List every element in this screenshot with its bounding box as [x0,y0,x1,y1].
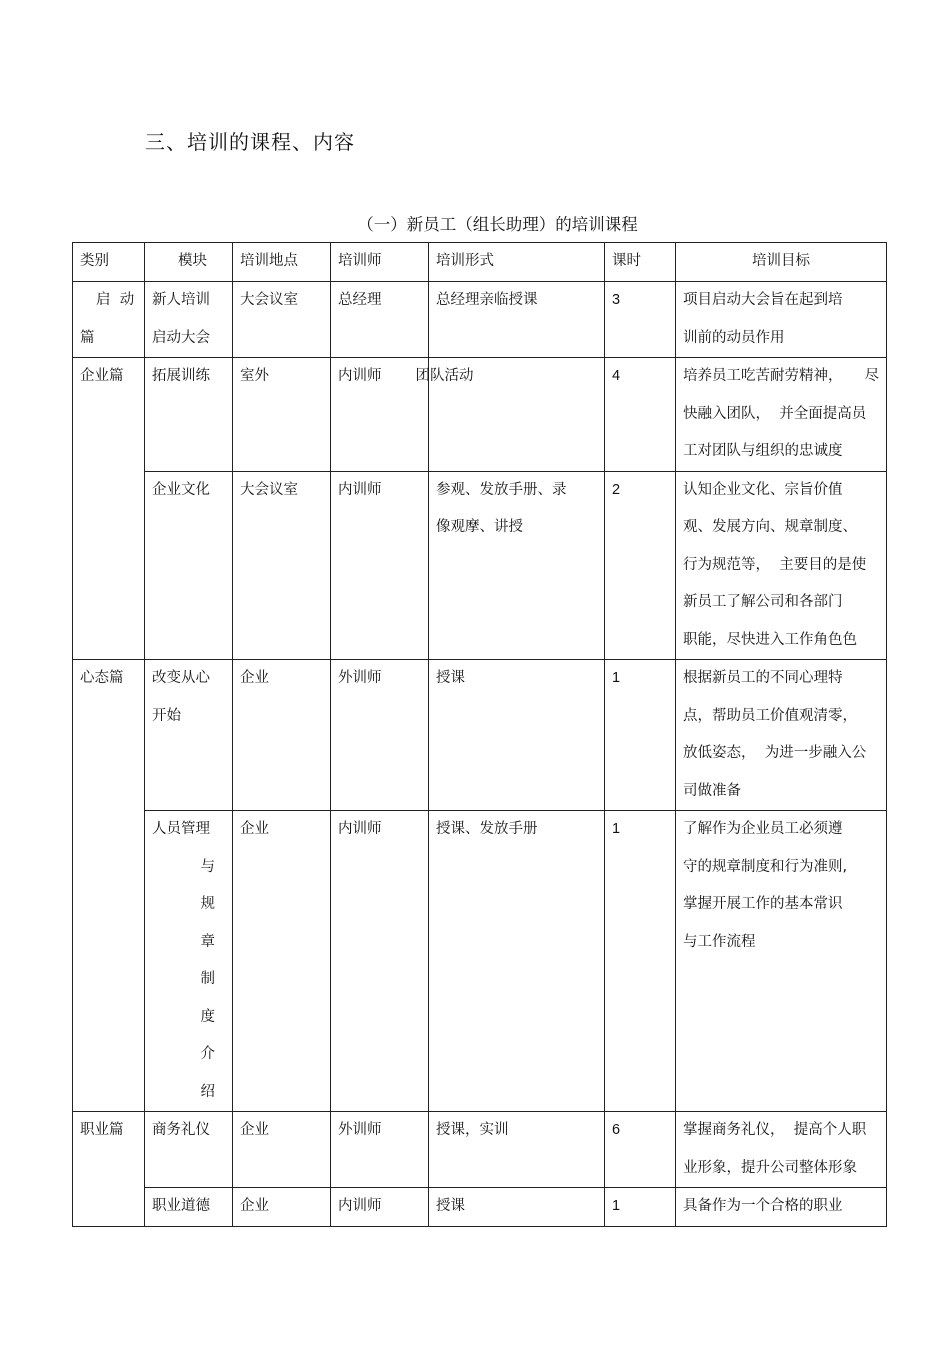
goal-text: 掌握商务礼仪， 提高个人职 [683,1122,867,1138]
hours-cell: 3 [605,282,676,358]
module-text: 职业道德 [152,1198,210,1214]
col-header-category: 类别 [73,243,145,282]
module-text: 新人培训 [152,292,210,308]
goal-text: 项目启动大会旨在起到培 [683,292,843,308]
module-text: 改变从心 [152,670,210,686]
goal-text: 根据新员工的不同心理特 [683,670,843,686]
trainer-text: 内训师 [338,368,382,384]
col-header-module: 模块 [145,243,233,282]
goal-text: 守的规章制度和行为准则, [683,858,848,875]
trainer-cell: 总经理 [331,282,429,358]
module-text: 度 [200,1008,215,1025]
module-text: 商务礼仪 [152,1122,210,1138]
hours-cell: 6 [605,1112,676,1188]
module-cell [145,1188,233,1227]
table-caption: （一）新员工（组长助理）的培训课程 [357,215,638,234]
hours-cell: 1 [605,1188,676,1227]
module-text: 启动大会 [152,329,210,346]
table-row [73,1112,887,1188]
module-text: 人员管理 [152,821,210,837]
form-text: 授课，实训 [436,1122,509,1138]
form-cell [429,282,605,358]
form-cell [429,1112,605,1188]
goal-text: 尽 [864,368,879,384]
goal-text: 行为规范等， 主要目的是使 [683,556,867,573]
category-cell: 心态篇 [73,660,145,1112]
module-text: 绍 [200,1083,215,1100]
module-text: 介 [200,1046,215,1062]
col-header-hours: 课时 [605,243,676,282]
col-header-form: 培训形式 [429,243,605,282]
category-cell: 职业篇 [73,1112,145,1227]
form-cell [429,811,605,1112]
table-header-row [73,243,887,282]
location-cell: 企业 [233,1112,331,1188]
module-cell [145,471,233,660]
goal-cell [676,471,887,660]
category-text: 动 [119,292,135,308]
goal-cell [676,282,887,358]
goal-text: 了解作为企业员工必须遵 [683,821,843,837]
goal-text: 培养员工吃苦耐劳精神， [683,368,843,384]
section-heading: 三、培训的课程、内容 [145,130,355,154]
goal-text: 观、发展方向、规章制度、 [683,519,857,535]
module-text: 企业文化 [152,481,210,498]
module-text: 章 [200,933,215,950]
goal-text: 职能，尽快进入工作角色色 [683,631,857,648]
form-text: 授课、发放手册 [436,821,538,837]
form-text: 授课 [436,670,465,686]
trainer-cell [331,358,474,472]
module-cell [145,282,233,358]
category-text: 篇 [80,329,95,346]
col-header-location: 培训地点 [233,243,331,282]
form-text: 参观、发放手册、录 [436,481,567,498]
location-cell: 企业 [233,660,331,811]
goal-text: 训前的动员作用 [683,329,785,346]
trainer-cell: 外训师 [331,1112,429,1188]
goal-text: 掌握开展工作的基本常识 [683,896,843,912]
goal-text: 快融入团队， 并全面提高员 [683,405,867,422]
trainer-cell: 内训师 [331,811,429,1112]
goal-text: 认知企业文化、宗旨价值 [683,481,843,498]
goal-text: 业形象，提升公司整体形象 [683,1159,857,1176]
goal-text: 工对团队与组织的忠诚度 [683,443,843,459]
table-row [73,811,887,1112]
module-text: 拓展训练 [152,368,210,384]
form-cell [429,471,605,660]
table-row [73,1188,887,1227]
hours-cell: 4 [605,358,676,472]
trainer-cell: 外训师 [331,660,429,811]
form-cell [429,660,605,811]
table-row [73,282,887,358]
location-cell: 大会议室 [233,471,331,660]
col-header-trainer: 培训师 [331,243,429,282]
location-cell: 企业 [233,811,331,1112]
goal-text: 放低姿态， 为进一步融入公 [683,745,867,761]
trainer-cell: 内训师 [331,1188,429,1227]
hours-cell: 1 [605,811,676,1112]
table-row [73,358,887,472]
hours-cell: 2 [605,471,676,660]
module-text: 开始 [152,707,181,724]
module-text: 与 [200,858,215,875]
training-course-table [72,242,887,1227]
goal-cell [676,660,887,811]
module-cell [145,358,233,472]
hours-cell: 1 [605,660,676,811]
trainer-cell: 内训师 [331,471,429,660]
table-row [73,471,887,660]
goal-text: 点，帮助员工价值观清零， [683,707,857,724]
col-header-goal: 培训目标 [676,243,887,282]
module-text: 规 [200,896,215,912]
module-cell [145,660,233,811]
form-cell [429,1188,605,1227]
goal-cell [676,1188,887,1227]
form-text: 授课 [436,1198,465,1214]
goal-text: 具备作为一个合格的职业 [683,1198,843,1214]
category-cell [73,282,145,358]
goal-cell [676,358,887,472]
goal-text: 新员工了解公司和各部门 [683,594,843,610]
goal-cell [676,1112,887,1188]
location-cell: 大会议室 [233,282,331,358]
category-text: 启 [96,292,111,308]
form-text: 像观摩、讲授 [436,519,523,535]
goal-cell [676,811,887,1112]
module-text: 制 [200,971,215,987]
location-cell: 室外 [233,358,331,472]
module-cell [145,811,233,1112]
form-text: 总经理亲临授课 [436,292,538,308]
form-text: 团队活动 [415,368,474,384]
goal-text: 与工作流程 [683,933,756,950]
goal-text: 司做准备 [683,782,741,799]
table-row [73,660,887,811]
module-cell [145,1112,233,1188]
category-cell: 企业篇 [73,358,145,660]
location-cell: 企业 [233,1188,331,1227]
